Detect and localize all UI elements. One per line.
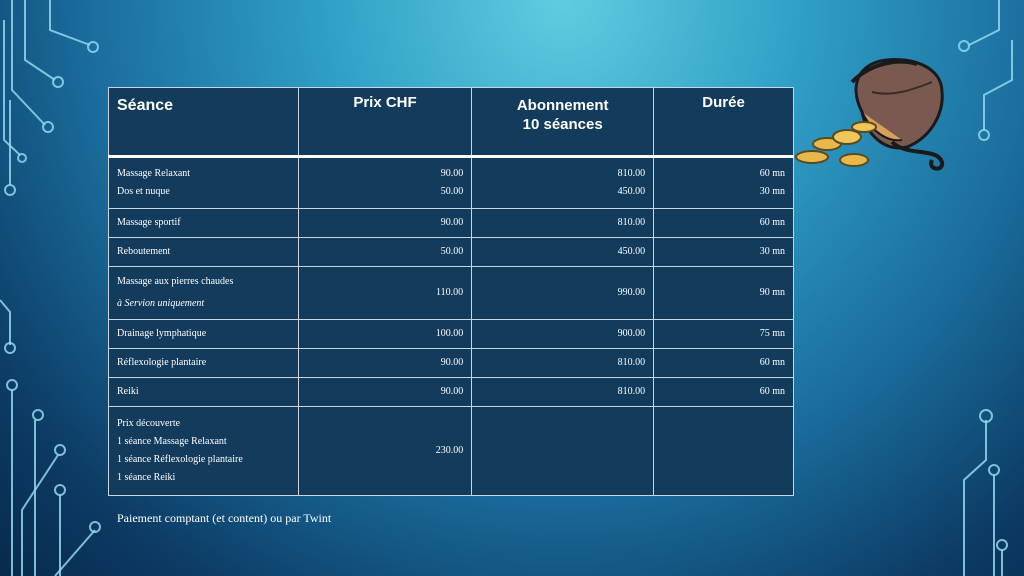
duration-value: 30 mn bbox=[759, 186, 785, 197]
cell-prix bbox=[298, 407, 471, 496]
cell-duree bbox=[654, 267, 794, 320]
subscription-value: 810.00 bbox=[617, 168, 646, 179]
cell-prix bbox=[298, 267, 471, 320]
seance-text: Réflexologie plantaire bbox=[117, 357, 207, 368]
table-row bbox=[109, 267, 794, 320]
subscription-value: 990.00 bbox=[617, 287, 646, 298]
price-value: 110.00 bbox=[436, 287, 464, 298]
price-value: 50.00 bbox=[440, 186, 464, 197]
price-value: 90.00 bbox=[440, 217, 464, 228]
cell-seance bbox=[109, 349, 299, 378]
header-abonnement-line2: 10 séances bbox=[522, 116, 603, 133]
seance-text: Reiki bbox=[117, 386, 139, 397]
price-value: 50.00 bbox=[440, 246, 464, 257]
cell-abonnement bbox=[472, 157, 654, 209]
cell-seance bbox=[109, 267, 299, 320]
cell-seance bbox=[109, 209, 299, 238]
cell-abonnement bbox=[472, 238, 654, 267]
cell-seance bbox=[109, 320, 299, 349]
header-prix: Prix CHF bbox=[298, 88, 471, 157]
seance-text: Reboutement bbox=[117, 246, 171, 257]
price-value: 230.00 bbox=[435, 445, 464, 456]
cell-abonnement bbox=[472, 378, 654, 407]
seance-text: 1 séance Massage Relaxant bbox=[117, 436, 227, 447]
table-header-row bbox=[109, 88, 794, 157]
cell-duree bbox=[654, 209, 794, 238]
duration-value: 60 mn bbox=[759, 168, 785, 179]
cell-duree bbox=[654, 349, 794, 378]
seance-text: 1 séance Reiki bbox=[117, 472, 176, 483]
header-abonnement-line1: Abonnement bbox=[516, 97, 609, 114]
seance-text: 1 séance Réflexologie plantaire bbox=[117, 454, 243, 465]
circuit-decoration-left bbox=[0, 0, 110, 576]
cell-duree bbox=[654, 157, 794, 209]
table-row bbox=[109, 238, 794, 267]
table-row bbox=[109, 407, 794, 496]
cell-duree bbox=[654, 238, 794, 267]
duration-value: 90 mn bbox=[759, 287, 785, 298]
cell-abonnement bbox=[472, 320, 654, 349]
cell-prix bbox=[298, 378, 471, 407]
duration-value: 30 mn bbox=[759, 246, 785, 257]
cell-duree bbox=[654, 378, 794, 407]
price-value: 100.00 bbox=[435, 328, 464, 339]
cell-abonnement bbox=[472, 407, 654, 496]
seance-text: Massage sportif bbox=[117, 217, 181, 228]
cell-abonnement bbox=[472, 267, 654, 320]
duration-value: 60 mn bbox=[759, 357, 785, 368]
subscription-value: 450.00 bbox=[617, 246, 646, 257]
cell-seance bbox=[109, 238, 299, 267]
table-row bbox=[109, 209, 794, 238]
subscription-value: 810.00 bbox=[617, 217, 646, 228]
header-seance: Séance bbox=[109, 88, 299, 157]
cell-seance bbox=[109, 407, 299, 496]
subscription-value: 810.00 bbox=[617, 357, 646, 368]
cell-seance bbox=[109, 157, 299, 209]
cell-abonnement bbox=[472, 349, 654, 378]
seance-text: Prix découverte bbox=[117, 418, 181, 429]
seance-text: Massage aux pierres chaudes bbox=[117, 276, 234, 287]
subscription-value: 900.00 bbox=[617, 328, 646, 339]
table-row bbox=[109, 320, 794, 349]
seance-text: Drainage lymphatique bbox=[117, 328, 207, 339]
subscription-value: 450.00 bbox=[617, 186, 646, 197]
location-note: à Servion uniquement bbox=[117, 298, 205, 309]
duration-value: 75 mn bbox=[759, 328, 785, 339]
payment-note: Paiement comptant (et content) ou par Twint bbox=[117, 511, 332, 525]
subscription-value: 810.00 bbox=[617, 386, 646, 397]
duration-value: 60 mn bbox=[759, 386, 785, 397]
duration-value: 60 mn bbox=[759, 217, 785, 228]
cell-seance bbox=[109, 378, 299, 407]
seance-text: Massage Relaxant bbox=[117, 168, 191, 179]
money-bag-with-coins-icon bbox=[792, 52, 957, 177]
price-value: 90.00 bbox=[440, 168, 464, 179]
cell-prix bbox=[298, 209, 471, 238]
cell-duree bbox=[654, 320, 794, 349]
table-row bbox=[109, 378, 794, 407]
header-duree: Durée bbox=[654, 88, 794, 157]
cell-prix bbox=[298, 320, 471, 349]
cell-prix bbox=[298, 238, 471, 267]
cell-prix bbox=[298, 157, 471, 209]
seance-text: Dos et nuque bbox=[117, 186, 170, 197]
cell-prix bbox=[298, 349, 471, 378]
price-value: 90.00 bbox=[440, 386, 464, 397]
pricing-table bbox=[108, 87, 794, 496]
table-row bbox=[109, 157, 794, 209]
cell-abonnement bbox=[472, 209, 654, 238]
cell-duree bbox=[654, 407, 794, 496]
table-row bbox=[109, 349, 794, 378]
price-value: 90.00 bbox=[440, 357, 464, 368]
header-abonnement bbox=[472, 88, 654, 157]
